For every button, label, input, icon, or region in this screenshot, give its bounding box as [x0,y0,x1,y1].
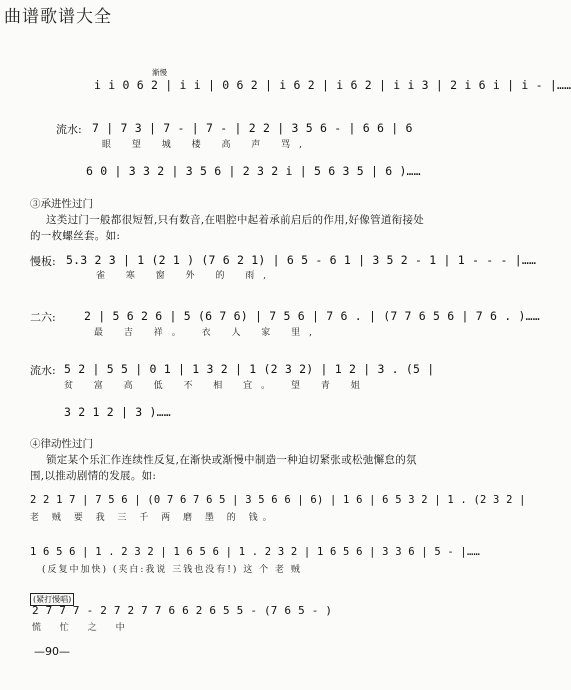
section-heading: ③承进性过门 [30,198,93,210]
notation-line: i i 0 6 2 | i i | 0 6 2 | i 6 2 | i 6 2 | i i 3 | 2 i 6 i | i - |…… [94,78,571,92]
tempo-mark: 渐慢 [152,68,167,77]
lyrics-line: (反复中加快) (夹白:我说 三钱也没有!) 这 个 老 贼 [42,565,302,575]
notation-line: 3 2 1 2 | 3 )…… [64,405,171,419]
manban-label: 慢板: [30,255,56,268]
lyrics-line: 雀 寒 窗 外 的 雨, [96,271,276,281]
lyrics-line: 眼 望 城 楼 高 声 骂, [102,140,312,150]
page-number: —90— [34,645,70,658]
section-heading: ④律动性过门 [30,438,93,450]
paragraph-line: 的一枚螺丝套。如: [30,230,121,242]
lyrics-line: 最 吉 祥。 衣 人 家 里, [94,328,322,338]
site-title: 曲谱歌谱大全 [4,7,112,27]
liushui-label: 流水: [30,364,56,377]
notation-line: 6 0 | 3 3 2 | 3 5 6 | 2 3 2 i | 5 6 3 5 | 6 )…… [86,164,421,178]
erliu-label: 二六: [30,311,56,324]
liushui-label: 流水: [56,123,82,136]
lyrics-line: 慌 忙 之 中 [32,623,133,633]
notation-line: 1 6 5 6 | 1 . 2 3 2 | 1 6 5 6 | 1 . 2 3 2 | 1 6 5 6 | 3 3 6 | 5 - |…… [30,546,480,558]
lyrics-line: 老 贼 要 我 三 千 两 磨 墨 的 钱。 [30,513,277,523]
boxed-label: (紧打慢唱) [30,593,74,606]
paragraph-line: 这类过门一般都很短暂,只有数音,在唱腔中起着承前启后的作用,好像管道衔接处 [46,214,425,226]
notation-line: 5 2 | 5 5 | 0 1 | 1 3 2 | 1 (2 3 2) | 1 2 | 3 . (5 | [64,362,435,376]
notation-line: 2 2 1 7 | 7 5 6 | (0 7 6 7 6 5 | 3 5 6 6 | 6) | 1 6 | 6 5 3 2 | 1 . (2 3 2 | [30,494,526,506]
notation-line: 7 | 7 3 | 7 - | 7 - | 2 2 | 3 5 6 - | 6 6 | 6 [92,121,413,135]
notation-line: 5.3 2 3 | 1 (2 1 ) (7 6 2 1) | 6 5 - 6 1 | 3 5 2 - 1 | 1 - - - |…… [66,253,537,267]
paragraph-line: 锁定某个乐汇作连续性反复,在渐快或渐慢中制造一种迫切紧张或松弛懈怠的氛 [46,454,417,466]
notation-line: 2 | 5 6 2 6 | 5 (6 7 6) | 7 5 6 | 7 6 . | (7 7 6 5 6 | 7 6 . )…… [84,309,540,323]
notation-line: 2 7 7 7 - 2 7 2 7 7 6 6 2 6 5 5 - (7 6 5 - ) [32,604,333,617]
lyrics-line: 贫 富 高 低 不 相 宜。 望 青 姐 [64,381,369,391]
paragraph-line: 围,以推动剧情的发展。如: [30,470,157,482]
